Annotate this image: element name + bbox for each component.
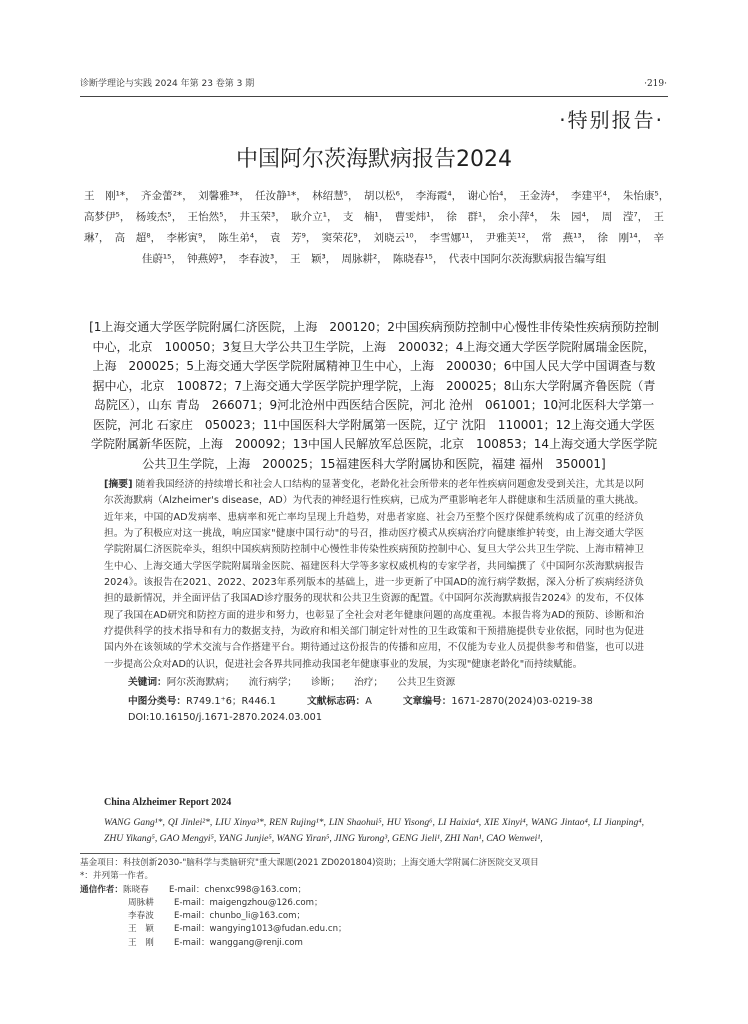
keyword-item: 公共卫生资源 bbox=[397, 677, 456, 688]
affiliations: [1上海交通大学医学院附属仁济医院，上海 200120；2中国疾病预防控制中心慢性非传染性疾病预防控制中心，北京 100050；3复旦大学公共卫生学院，上海 200032；4上海交通大学医学院附属瑞金医院，上海 200025；5上海交通大学医学院附属精神卫生中心，上海 200030；6中国人民大学中国调查与数据中心，北京 100872；7上海交通大学医学院护理学院，上海 200025；8山东大学附属齐鲁医院（青岛院区），山东 青岛 266071；9河北沧州中西医结合医院，河北 沧州 061001；10河北医科大学第一医院，河北 石家庄 050023；11中国医科大学附属第一医院，辽宁 沈阳 110001；12上海交通大学医学院附属新华医院，上海 200092；13中国人民解放军总医院，北京 100853；14上海交通大学医学院公共卫生学院，上海 200025；15福建医科大学附属协和医院，福建 福州 350001] bbox=[89, 320, 659, 471]
keyword-item: 诊断； bbox=[311, 677, 341, 688]
footnote-divider bbox=[80, 853, 280, 854]
section-label: ·特别报告· bbox=[559, 108, 664, 132]
corresponding-email: E-mail：wanggang@renji.com bbox=[174, 937, 303, 948]
corresponding-author-row bbox=[80, 897, 680, 910]
keywords-label: 关键词： bbox=[128, 677, 167, 688]
article-number-label: 文章编号： bbox=[402, 696, 452, 707]
corresponding-email: E-mail：chunbo_li@163.com； bbox=[174, 911, 306, 922]
corresponding-name: 陈晓春 bbox=[122, 884, 149, 895]
classification-meta bbox=[128, 693, 621, 707]
funding-note: 基金项目：科技创新2030-"脑科学与类脑研究"重大课题(2021 ZD0201804)资助；上海交通大学附属仁济医院交叉项目 bbox=[80, 858, 539, 868]
keyword-item: 流行病学； bbox=[248, 677, 297, 688]
author-list: 王 刚¹*， 齐金蕾²*， 刘馨雅³*， 任汝静¹*， 林绍慧⁵， 胡以松⁶， 李海霞⁴， 谢心怡⁴， 王金涛⁴， 李建平⁴， 朱怡康⁵， 高梦伊⁵， 杨竣杰⁵， 王怡然⁵， 井玉荣³， 耿介立¹， 支 楠¹， 曹雯炜¹， 徐 群¹， 余小萍⁴， 朱 园⁴， 周 滢⁷， 王 琳⁷， 高 超⁸， 李彬寅⁹， 陈生弟⁴， 袁 芳⁹， 窦荣花⁹， 刘晓云¹⁰， 李雪娜¹¹， 尹雅芙¹²， 常 燕¹³， 徐 刚¹⁴， 辛佳蔚¹⁵， 钟燕婷³， 李春波³， 王 颖³， 周脉耕²， 陈晓春¹⁵， 代表中国阿尔茨海默病报告编写组 bbox=[84, 190, 675, 265]
abstract-label: [摘要] bbox=[104, 479, 133, 490]
corresponding-email: E-mail：chenxc998@163.com； bbox=[168, 884, 307, 895]
corresponding-name: 王 刚 bbox=[128, 937, 154, 948]
abstract-text: 随着我国经济的持续增长和社会人口结构的显著变化，老龄化社会所带来的老年性疾病问题愈发受到关注，尤其是以阿尔茨海默病（Alzheimer's disease，AD）为代表的神经退行性疾病，已成为严重影响老年人群健康和生活质量的重大挑战。近年来，中国的AD发病率、患病率和死亡率均呈现上升趋势，对患者家庭、社会乃至整个医疗保健系统构成了沉重的经济负担。为了积极应对这一挑战，响应国家"健康中国行动"的号召，推动医疗模式从疾病治疗向健康维护转变，由上海交通大学医学院附属仁济医院牵头，组织中国疾病预防控制中心慢性非传染性疾病预防控制中心、复旦大学公共卫生学院、上海市精神卫生中心、上海交通大学医学院附属瑞金医院、福建医科大学等多家权威机构的专家学者，共同编撰了《中国阿尔茨海默病报告2024》。该报告在2021、2022、2023年系列版本的基础上，进一步更新了中国AD的流行病学数据，深入分析了疾病经济负担的最新情况，并全面评估了我国AD诊疗服务的现状和公共卫生资源的配置。《中国阿尔茨海默病报告2024》的发布，不仅体现了我国在AD研究和防控方面的进步和努力，也彰显了全社会对老年健康问题的高度重视。本报告将为AD的预防、诊断和治疗提供科学的技术指导和有力的数据支持，为政府和相关部门制定针对性的卫生政策和干预措施提供专业依据，同时也为促进国内外在该领域的学术交流与合作搭建平台。期待通过这份报告的传播和应用，不仅能为专业人员提供参考和借鉴，也可以进一步提高公众对AD的认识，促进社会各界共同推动我国老年健康事业的发展，为实现"健康老龄化"而持续赋能。 bbox=[104, 479, 644, 670]
corresponding-author-row bbox=[80, 910, 680, 923]
english-authors: WANG Gang¹*, QI Jinlei²*, LIU Xinya³*, REN Rujing¹*, LIN Shaohui⁵, HU Yisong⁶, LI Haixia⁴, XIE Xinyi⁴, WANG Jintao⁴, LI Jianping⁴, ZHU Yikang⁵, GAO Mengyi⁵, YANG Junjie⁵, WANG Yiran⁵, JING Yurong³, GENG Jieli¹, ZHI Nan¹, CAO Wenwei¹, bbox=[104, 817, 644, 844]
english-title: China Alzheimer Report 2024 bbox=[104, 797, 232, 808]
page-number: ·219· bbox=[644, 79, 667, 89]
header-divider bbox=[80, 96, 668, 97]
corresponding-author-row bbox=[80, 937, 680, 950]
article-title: 中国阿尔茨海默病报告2024 bbox=[236, 147, 512, 172]
corresponding-author-row bbox=[80, 923, 680, 936]
corresponding-email: E-mail：wangying1013@fudan.edu.cn； bbox=[174, 924, 347, 935]
keyword-item: 阿尔茨海默病； bbox=[166, 677, 235, 688]
doc-code-label: 文献标志码： bbox=[307, 696, 366, 707]
clc-value: R749.1⁺6；R446.1 bbox=[186, 696, 277, 707]
keywords bbox=[128, 674, 469, 688]
corresponding-author-row bbox=[80, 884, 680, 897]
footnotes bbox=[80, 857, 680, 950]
abstract bbox=[104, 477, 644, 673]
doc-code-value: A bbox=[365, 696, 372, 707]
clc-label: 中图分类号： bbox=[128, 696, 187, 707]
corresponding-name: 王 颖 bbox=[128, 924, 154, 935]
corresponding-label: 通信作者： bbox=[80, 884, 123, 895]
keyword-item: 治疗； bbox=[354, 677, 384, 688]
corresponding-email: E-mail：maigengzhou@126.com； bbox=[174, 897, 323, 908]
corresponding-name: 李春波 bbox=[128, 911, 154, 922]
journal-header: 诊断学理论与实践 2024 年第 23 卷第 3 期 bbox=[80, 79, 255, 89]
article-number-value: 1671-2870(2024)03-0219-38 bbox=[451, 696, 593, 707]
doi: DOI:10.16150/j.1671-2870.2024.03.001 bbox=[128, 712, 322, 723]
equal-contribution-note: *：并列第一作者。 bbox=[80, 871, 154, 882]
corresponding-name: 周脉耕 bbox=[128, 897, 154, 908]
